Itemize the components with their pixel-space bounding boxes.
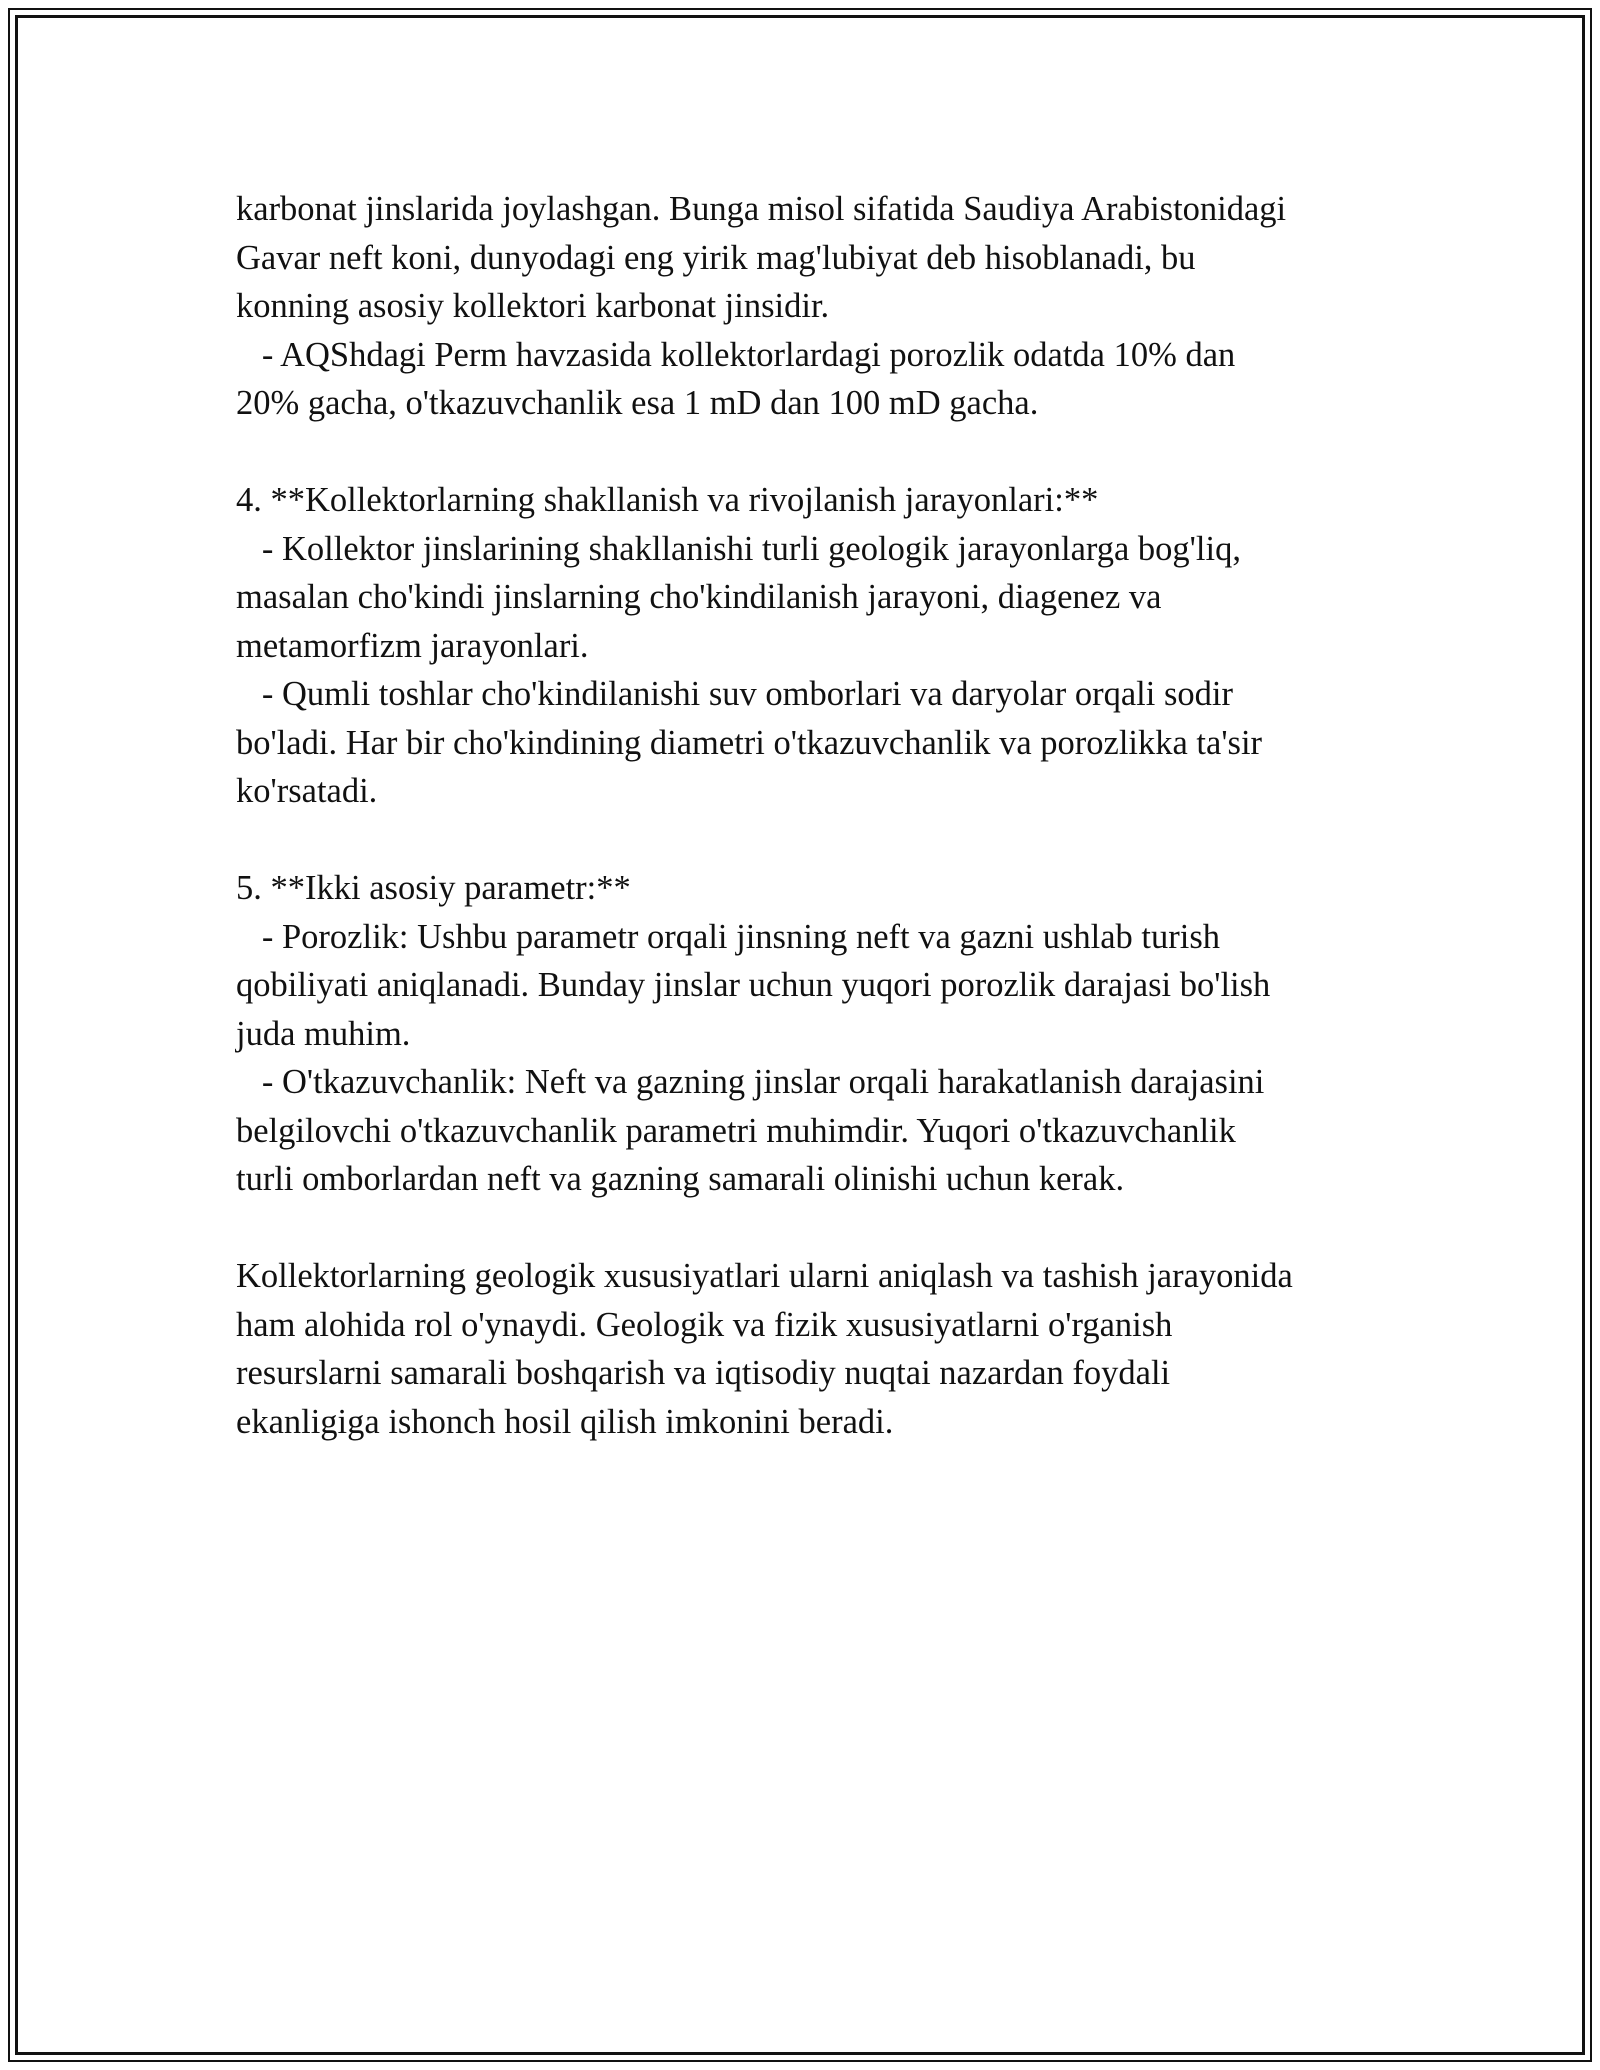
text-line: konning asosiy kollektori karbonat jinsidir. [236, 287, 830, 325]
text-line: juda muhim. [236, 1014, 411, 1053]
text-line: Kollektorlarning geologik xususiyatlari ularni aniqlash va tashish jarayonida [236, 1257, 1293, 1295]
text-line: resurslarni samarali boshqarish va iqtisodiy nuqtai nazardan foydali [236, 1354, 1171, 1392]
paragraph-gap [236, 428, 1366, 477]
text-line: - Qumli toshlar cho'kindilanishi suv omborlari va daryolar orqali sodir [236, 675, 1233, 713]
text-line: - Kollektor jinslarining shakllanishi turli geologik jarayonlarga bog'liq, [236, 529, 1241, 568]
paragraph-gap [236, 816, 1366, 865]
section-4-formation-processes [236, 476, 1366, 816]
text-line: turli omborlardan neft va gazning samarali olinishi uchun kerak. [236, 1160, 1125, 1198]
section-5-two-parameters [236, 864, 1366, 1204]
paragraph-carbonate-reservoirs [236, 185, 1366, 428]
section-heading: 4. **Kollektorlarning shakllanish va rivojlanish jarayonlari:** [236, 481, 1099, 519]
text-line: - Porozlik: Ushbu parametr orqali jinsning neft va gazni ushlab turish [236, 917, 1221, 956]
document-body [236, 185, 1366, 1446]
text-line: belgilovchi o'tkazuvchanlik parametri muhimdir. Yuqori o'tkazuvchanlik [236, 1111, 1236, 1150]
text-line: karbonat jinslarida joylashgan. Bunga misol sifatida Saudiya Arabistonidagi [236, 190, 1287, 228]
text-line: - AQShdagi Perm havzasida kollektorlardagi porozlik odatda 10% dan [236, 335, 1236, 374]
text-line: - O'tkazuvchanlik: Neft va gazning jinslar orqali harakatlanish darajasini [236, 1063, 1265, 1101]
text-line: Gavar neft koni, dunyodagi eng yirik mag'lubiyat deb hisoblanadi, bu [236, 238, 1196, 277]
text-line: ham alohida rol o'ynaydi. Geologik va fizik xususiyatlarni o'rganish [236, 1305, 1173, 1344]
text-line: bo'ladi. Har bir cho'kindining diametri o'tkazuvchanlik va porozlikka ta'sir [236, 723, 1263, 762]
section-heading: 5. **Ikki asosiy parametr:** [236, 869, 631, 907]
paragraph-gap [236, 1204, 1366, 1253]
text-line: masalan cho'kindi jinslarning cho'kindilanish jarayoni, diagenez va [236, 578, 1162, 616]
text-line: ekanligiga ishonch hosil qilish imkonini beradi. [236, 1402, 894, 1441]
text-line: qobiliyati aniqlanadi. Bunday jinslar uchun yuqori porozlik darajasi bo'lish [236, 966, 1271, 1004]
paragraph-conclusion [236, 1252, 1366, 1446]
text-line: 20% gacha, o'tkazuvchanlik esa 1 mD dan 100 mD gacha. [236, 384, 1039, 422]
text-line: ko'rsatadi. [236, 772, 378, 810]
text-line: metamorfizm jarayonlari. [236, 626, 589, 665]
